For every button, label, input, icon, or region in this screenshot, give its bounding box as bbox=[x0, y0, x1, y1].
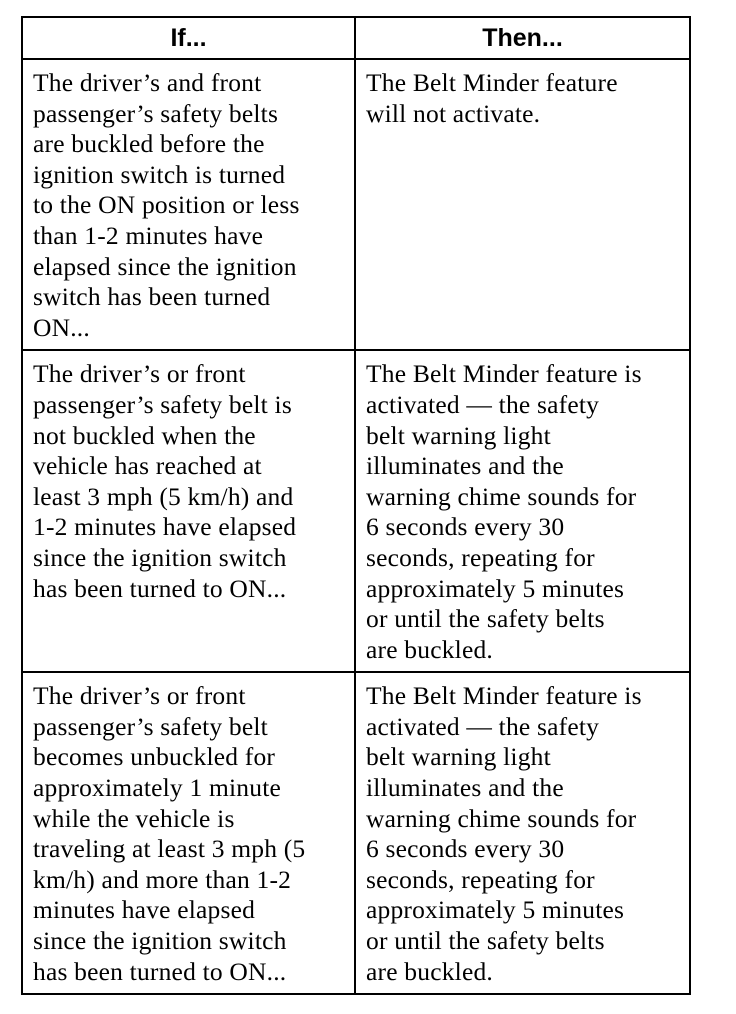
text-line: belt warning light bbox=[366, 420, 551, 450]
table-row bbox=[22, 672, 690, 994]
text-line: not buckled when the bbox=[33, 420, 256, 450]
text-line: illuminates and the bbox=[366, 773, 564, 803]
text-line: activated — the safety bbox=[366, 389, 600, 419]
then-cell bbox=[355, 672, 690, 994]
text-line: 6 seconds every 30 bbox=[366, 834, 565, 864]
text-line: approximately 5 minutes bbox=[366, 573, 625, 603]
text-line: switch has been turned bbox=[33, 282, 271, 312]
belt-minder-table bbox=[21, 16, 691, 995]
if-cell bbox=[22, 59, 355, 350]
then-cell bbox=[355, 59, 690, 350]
text-line: are buckled. bbox=[366, 634, 493, 664]
text-line: are buckled before the bbox=[33, 129, 265, 159]
text-line: while the vehicle is bbox=[33, 803, 235, 833]
text-line: will not activate. bbox=[366, 98, 541, 128]
text-line: or until the safety belts bbox=[366, 926, 605, 956]
text-line: The driver’s or front bbox=[33, 359, 246, 389]
text-line: The Belt Minder feature is bbox=[366, 681, 642, 711]
text-line: ignition switch is turned bbox=[33, 159, 286, 189]
text-line: least 3 mph (5 km/h) and bbox=[33, 481, 294, 511]
if-cell bbox=[22, 672, 355, 994]
text-line: to the ON position or less bbox=[33, 190, 300, 220]
text-line: seconds, repeating for bbox=[366, 542, 595, 572]
text-line: seconds, repeating for bbox=[366, 864, 595, 894]
text-line: or until the safety belts bbox=[366, 604, 605, 634]
text-line: since the ignition switch bbox=[33, 926, 287, 956]
text-line: passenger’s safety belt is bbox=[33, 389, 292, 419]
text-line: warning chime sounds for bbox=[366, 481, 637, 511]
text-line: The Belt Minder feature is bbox=[366, 359, 642, 389]
text-line: activated — the safety bbox=[366, 711, 600, 741]
text-line: are buckled. bbox=[366, 956, 493, 986]
text-line: approximately 1 minute bbox=[33, 773, 282, 803]
text-line: minutes have elapsed bbox=[33, 895, 256, 925]
text-line: has been turned to ON... bbox=[33, 573, 287, 603]
text-line: passenger’s safety belts bbox=[33, 98, 279, 128]
if-column-header: If... bbox=[22, 17, 355, 59]
text-line: traveling at least 3 mph (5 bbox=[33, 834, 306, 864]
text-line: than 1-2 minutes have bbox=[33, 220, 264, 250]
text-line: elapsed since the ignition bbox=[33, 251, 297, 281]
if-cell bbox=[22, 350, 355, 672]
text-line: ON... bbox=[33, 312, 90, 342]
text-line: The driver’s or front bbox=[33, 681, 246, 711]
text-line: since the ignition switch bbox=[33, 542, 287, 572]
text-line: 1-2 minutes have elapsed bbox=[33, 512, 297, 542]
text-line: approximately 5 minutes bbox=[366, 895, 625, 925]
then-column-header: Then... bbox=[355, 17, 690, 59]
text-line: has been turned to ON... bbox=[33, 956, 287, 986]
then-cell bbox=[355, 350, 690, 672]
text-line: The driver’s and front bbox=[33, 68, 262, 97]
table-row bbox=[22, 59, 690, 350]
text-line: becomes unbuckled for bbox=[33, 742, 276, 772]
text-line: warning chime sounds for bbox=[366, 803, 637, 833]
text-line: passenger’s safety belt bbox=[33, 711, 268, 741]
table-row bbox=[22, 350, 690, 672]
table-header-row bbox=[22, 17, 690, 59]
text-line: 6 seconds every 30 bbox=[366, 512, 565, 542]
text-line: km/h) and more than 1-2 bbox=[33, 864, 292, 894]
text-line: The Belt Minder feature bbox=[366, 68, 618, 97]
text-line: illuminates and the bbox=[366, 451, 564, 481]
text-line: belt warning light bbox=[366, 742, 551, 772]
text-line: vehicle has reached at bbox=[33, 451, 262, 481]
